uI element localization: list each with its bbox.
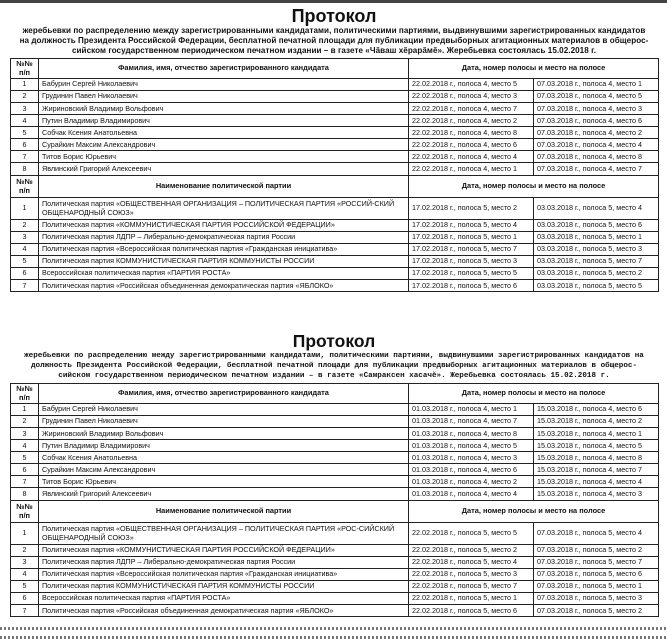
party-name: Политическая партия КОММУНИСТИЧЕСКАЯ ПАРТИЯ КОММУНИСТЫ РОССИИ [39,255,409,267]
publication-date-1: 01.03.2018 г., полоса 4, место 2 [409,476,534,488]
row-number: 5 [11,255,39,267]
candidate-name: Собчак Ксения Анатольевна [39,127,409,139]
candidate-name: Собчак Ксения Анатольевна [39,452,409,464]
table-row [11,403,659,415]
row-number: 1 [11,197,39,219]
publication-date-1: 17.02.2018 г., полоса 5, место 2 [409,197,534,219]
table-row [11,255,659,267]
party-name: Политическая партия «Российская объединенная демократическая партия «ЯБЛОКО» [39,605,409,617]
table-row [11,219,659,231]
candidate-name: Жириновский Владимир Вольфович [39,103,409,115]
publication-date-2: 03.03.2018 г., полоса 5, место 4 [534,197,659,219]
table-row [11,415,659,427]
row-number: 3 [11,231,39,243]
candidate-name: Путин Владимир Владимирович [39,115,409,127]
table-row [11,522,659,544]
publication-date-1: 01.03.2018 г., полоса 4, место 8 [409,428,534,440]
row-number: 6 [11,464,39,476]
row-number: 4 [11,440,39,452]
col-num-header: №№ п/п [11,175,39,197]
row-number: 2 [11,415,39,427]
protocol-table [10,58,659,292]
row-number: 2 [11,219,39,231]
table-row [11,464,659,476]
row-number: 6 [11,139,39,151]
row-number: 1 [11,522,39,544]
publication-date-1: 22.02.2018 г., полоса 5, место 2 [409,544,534,556]
candidate-name: Титов Борис Юрьевич [39,476,409,488]
publication-date-2: 03.03.2018 г., полоса 5, место 1 [534,231,659,243]
table-row [11,592,659,604]
party-name: Всероссийская политическая партия «ПАРТИЯ РОСТА» [39,592,409,604]
row-number: 2 [11,90,39,102]
table-row [11,231,659,243]
publication-date-1: 01.03.2018 г., полоса 4, место 4 [409,488,534,500]
publication-date-1: 22.02.2018 г., полоса 5, место 7 [409,580,534,592]
protocol-2 [10,331,658,617]
table-row [11,243,659,255]
table-row [11,544,659,556]
publication-date-2: 07.03.2018 г., полоса 5, место 3 [534,592,659,604]
table-row [11,440,659,452]
publication-date-1: 22.02.2018 г., полоса 4, место 2 [409,115,534,127]
col-date-header: Дата, номер полосы и место на полосе [409,500,659,522]
publication-date-1: 17.02.2018 г., полоса 5, место 1 [409,231,534,243]
table-row [11,605,659,617]
candidate-name: Жириновский Владимир Вольфович [39,428,409,440]
publication-date-2: 07.03.2018 г., полоса 4, место 1 [534,78,659,90]
top-rule [0,0,667,3]
row-number: 2 [11,544,39,556]
publication-date-2: 07.03.2018 г., полоса 4, место 2 [534,127,659,139]
cut-line [0,627,667,639]
table-row [11,476,659,488]
publication-date-2: 15.03.2018 г., полоса 4, место 3 [534,488,659,500]
publication-date-1: 22.02.2018 г., полоса 4, место 5 [409,78,534,90]
publication-date-1: 22.02.2018 г., полоса 4, место 8 [409,127,534,139]
publication-date-2: 07.03.2018 г., полоса 4, место 3 [534,103,659,115]
publication-date-1: 01.03.2018 г., полоса 4, место 7 [409,415,534,427]
table-header-row [11,500,659,522]
table-row [11,163,659,175]
publication-date-1: 17.02.2018 г., полоса 5, место 4 [409,219,534,231]
row-number: 3 [11,428,39,440]
row-number: 5 [11,452,39,464]
table-row [11,90,659,102]
party-name: Политическая партия «ОБЩЕСТВЕННАЯ ОРГАНИЗАЦИЯ – ПОЛИТИЧЕСКАЯ ПАРТИЯ «РОС-СИЙСКИЙ ОБЩЕНАРОДНЫЙ СОЮЗ» [39,522,409,544]
publication-date-2: 07.03.2018 г., полоса 5, место 2 [534,544,659,556]
publication-date-2: 15.03.2018 г., полоса 4, место 7 [534,464,659,476]
row-number: 5 [11,127,39,139]
publication-date-2: 07.03.2018 г., полоса 5, место 7 [534,556,659,568]
row-number: 1 [11,403,39,415]
publication-date-2: 15.03.2018 г., полоса 4, место 1 [534,428,659,440]
publication-date-1: 22.02.2018 г., полоса 5, место 4 [409,556,534,568]
publication-date-1: 01.03.2018 г., полоса 4, место 6 [409,464,534,476]
publication-date-2: 03.03.2018 г., полоса 5, место 7 [534,255,659,267]
row-number: 8 [11,488,39,500]
protocol-title: Протокол [291,6,377,26]
publication-date-2: 07.03.2018 г., полоса 5, место 4 [534,522,659,544]
publication-date-2: 07.03.2018 г., полоса 4, место 6 [534,115,659,127]
publication-date-1: 22.02.2018 г., полоса 4, место 7 [409,103,534,115]
col-name-header: Фамилия, имя, отчество зарегистрированного кандидата [39,384,409,404]
row-number: 4 [11,243,39,255]
col-num-header: №№ п/п [11,500,39,522]
publication-date-2: 07.03.2018 г., полоса 4, место 7 [534,163,659,175]
table-row [11,197,659,219]
publication-date-1: 01.03.2018 г., полоса 4, место 1 [409,403,534,415]
publication-date-1: 22.02.2018 г., полоса 4, место 6 [409,139,534,151]
party-name: Политическая партия ЛДПР – Либерально-демократическая партия России [39,231,409,243]
table-row [11,115,659,127]
row-number: 5 [11,580,39,592]
candidate-name: Явлинский Григорий Алексеевич [39,488,409,500]
col-num-header: №№ п/п [11,384,39,404]
party-name: Политическая партия «Российская объединенная демократическая партия «ЯБЛОКО» [39,280,409,292]
col-date-header: Дата, номер полосы и место на полосе [409,59,659,79]
publication-date-2: 07.03.2018 г., полоса 5, место 6 [534,568,659,580]
row-number: 7 [11,476,39,488]
protocol-1 [10,6,658,292]
publication-date-2: 15.03.2018 г., полоса 4, место 4 [534,476,659,488]
publication-date-1: 17.02.2018 г., полоса 5, место 5 [409,267,534,279]
publication-date-1: 17.02.2018 г., полоса 5, место 6 [409,280,534,292]
table-row [11,103,659,115]
publication-date-1: 17.02.2018 г., полоса 5, место 7 [409,243,534,255]
publication-date-2: 03.03.2018 г., полоса 5, место 3 [534,243,659,255]
candidate-name: Грудинин Павел Николаевич [39,415,409,427]
protocol-intro: жеребьевки по распределению между зарегистрированными кандидатами, политическими партиями, выдвинувшими зарегистрированных кандидатов на должность Президента Российской Федерации, бесплатной печатной площади для публикации предвыборных агитационных материалов в общерос- сийском государственном периодическом печатном издании – в газете «Самраксен хасачĕ». Жеребьевка состоялась 15.02.2018 г. [24,352,644,380]
publication-date-1: 22.02.2018 г., полоса 4, место 3 [409,90,534,102]
candidate-name: Бабурин Сергей Николаевич [39,403,409,415]
candidate-name: Грудинин Павел Николаевич [39,90,409,102]
publication-date-1: 22.02.2018 г., полоса 4, место 1 [409,163,534,175]
publication-date-2: 15.03.2018 г., полоса 4, место 6 [534,403,659,415]
table-row [11,280,659,292]
party-name: Политическая партия «Всероссийская политическая партия «Гражданская инициатива» [39,243,409,255]
col-date-header: Дата, номер полосы и место на полосе [409,384,659,404]
row-number: 3 [11,103,39,115]
publication-date-1: 22.02.2018 г., полоса 5, место 5 [409,522,534,544]
party-name: Политическая партия «Всероссийская политическая партия «Гражданская инициатива» [39,568,409,580]
table-row [11,139,659,151]
table-row [11,428,659,440]
party-name: Политическая партия «КОММУНИСТИЧЕСКАЯ ПАРТИЯ РОССИЙСКОЙ ФЕДЕРАЦИИ» [39,219,409,231]
candidate-name: Сурайкин Максим Александрович [39,139,409,151]
table-row [11,151,659,163]
table-row [11,556,659,568]
protocol-intro: жеребьевки по распределению между зарегистрированными кандидатами, политическими партиями, выдвинувшими зарегистрированных кандидатов на должность Президента Российской Федерации, бесплатной печатной площади для публикации предвыборных агитационных материалов в общерос- сийском государственном периодическом печатном издании – в газете «Чăваш хĕрарăмĕ». Жеребьевка состоялась 15.02.2018 г. [19,26,649,55]
row-number: 4 [11,568,39,580]
row-number: 7 [11,605,39,617]
row-number: 3 [11,556,39,568]
publication-date-1: 22.02.2018 г., полоса 4, место 4 [409,151,534,163]
candidate-name: Титов Борис Юрьевич [39,151,409,163]
col-name-header: Фамилия, имя, отчество зарегистрированного кандидата [39,59,409,79]
col-num-header: №№ п/п [11,59,39,79]
publication-date-1: 01.03.2018 г., полоса 4, место 5 [409,440,534,452]
publication-date-1: 01.03.2018 г., полоса 4, место 3 [409,452,534,464]
table-row [11,452,659,464]
col-party-header: Наименование политической партии [39,175,409,197]
row-number: 6 [11,592,39,604]
party-name: Политическая партия ЛДПР – Либерально-демократическая партия России [39,556,409,568]
row-number: 6 [11,267,39,279]
publication-date-1: 22.02.2018 г., полоса 5, место 1 [409,592,534,604]
publication-date-2: 03.03.2018 г., полоса 5, место 6 [534,219,659,231]
col-party-header: Наименование политической партии [39,500,409,522]
publication-date-2: 15.03.2018 г., полоса 4, место 5 [534,440,659,452]
publication-date-2: 07.03.2018 г., полоса 5, место 2 [534,605,659,617]
party-name: Политическая партия «ОБЩЕСТВЕННАЯ ОРГАНИЗАЦИЯ – ПОЛИТИЧЕСКАЯ ПАРТИЯ «РОССИЙ-СКИЙ ОБЩЕНАРОДНЫЙ СОЮЗ» [39,197,409,219]
publication-date-2: 03.03.2018 г., полоса 5, место 2 [534,267,659,279]
protocol-title: Протокол [292,331,376,351]
table-header-row [11,59,659,79]
table-header-row [11,384,659,404]
table-row [11,267,659,279]
publication-date-2: 15.03.2018 г., полоса 4, место 2 [534,415,659,427]
candidate-name: Сурайкин Максим Александрович [39,464,409,476]
col-date-header: Дата, номер полосы и место на полосе [409,175,659,197]
publication-date-2: 07.03.2018 г., полоса 4, место 5 [534,90,659,102]
publication-date-2: 07.03.2018 г., полоса 4, место 4 [534,139,659,151]
row-number: 7 [11,280,39,292]
publication-date-2: 07.03.2018 г., полоса 4, место 8 [534,151,659,163]
candidate-name: Путин Владимир Владимирович [39,440,409,452]
row-number: 8 [11,163,39,175]
party-name: Политическая партия КОММУНИСТИЧЕСКАЯ ПАРТИЯ КОММУНИСТЫ РОССИИ [39,580,409,592]
row-number: 1 [11,78,39,90]
row-number: 4 [11,115,39,127]
table-row [11,568,659,580]
table-row [11,127,659,139]
publication-date-2: 07.03.2018 г., полоса 5, место 1 [534,580,659,592]
protocol-table [10,383,659,617]
publication-date-2: 03.03.2018 г., полоса 5, место 5 [534,280,659,292]
candidate-name: Явлинский Григорий Алексеевич [39,163,409,175]
table-row [11,78,659,90]
table-row [11,488,659,500]
publication-date-1: 17.02.2018 г., полоса 5, место 3 [409,255,534,267]
row-number: 7 [11,151,39,163]
publication-date-2: 15.03.2018 г., полоса 4, место 8 [534,452,659,464]
candidate-name: Бабурин Сергей Николаевич [39,78,409,90]
publication-date-1: 22.02.2018 г., полоса 5, место 3 [409,568,534,580]
table-row [11,580,659,592]
table-header-row [11,175,659,197]
party-name: Политическая партия «КОММУНИСТИЧЕСКАЯ ПАРТИЯ РОССИЙСКОЙ ФЕДЕРАЦИИ» [39,544,409,556]
party-name: Всероссийская политическая партия «ПАРТИЯ РОСТА» [39,267,409,279]
publication-date-1: 22.02.2018 г., полоса 5, место 6 [409,605,534,617]
